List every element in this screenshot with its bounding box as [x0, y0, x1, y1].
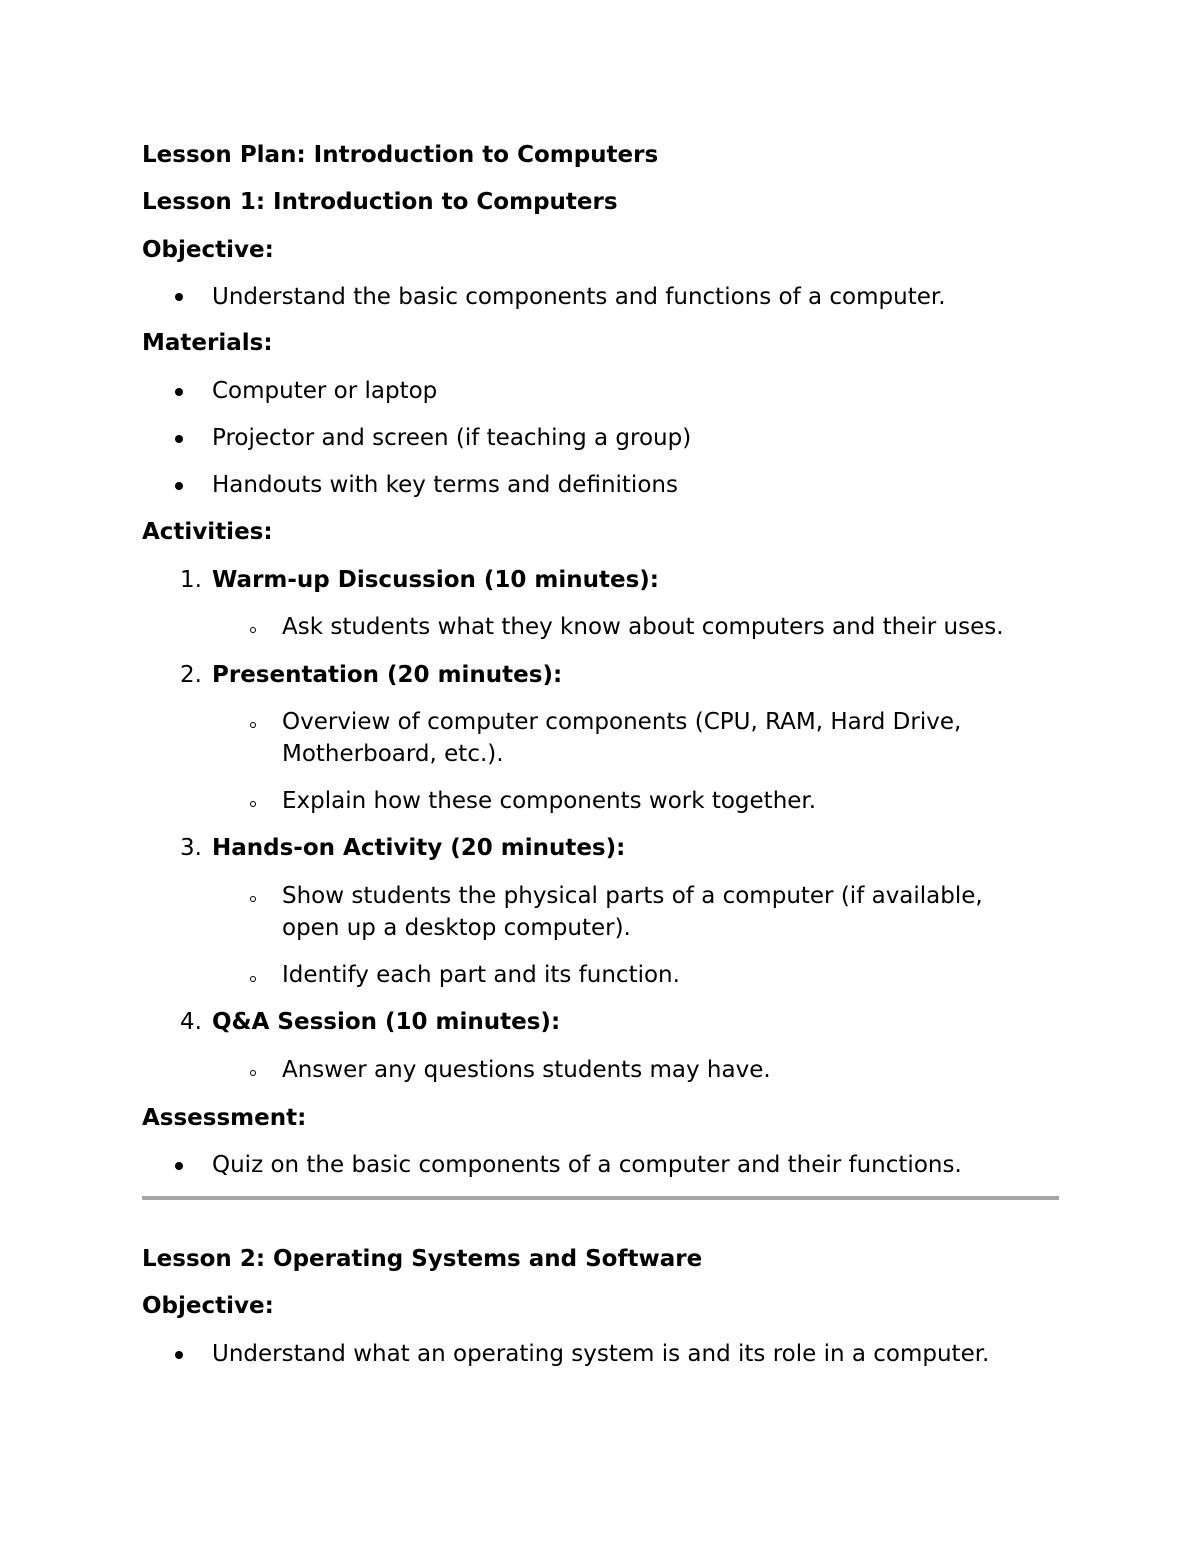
bullet-icon [175, 482, 183, 490]
activity-title: Presentation (20 minutes): [212, 662, 563, 688]
lesson2-objective-item: Understand what an operating system is and its role in a computer. [212, 1341, 990, 1367]
bullet-icon [175, 435, 183, 443]
activity-title: Hands-on Activity (20 minutes): [212, 835, 626, 861]
lesson1-objective-label: Objective: [142, 237, 274, 263]
activity-item: Answer any questions students may have. [282, 1057, 771, 1083]
lesson1-material-item: Handouts with key terms and definitions [212, 472, 678, 498]
sub-bullet-icon [250, 1070, 256, 1076]
lesson1-assessment-label: Assessment: [142, 1105, 307, 1131]
lesson1-objective-item: Understand the basic components and functions of a computer. [212, 284, 946, 310]
lesson1-material-item: Projector and screen (if teaching a group) [212, 425, 692, 451]
sub-bullet-icon [250, 627, 256, 633]
lesson1-activities-label: Activities: [142, 519, 273, 545]
document-title: Lesson Plan: Introduction to Computers [142, 142, 659, 168]
activity-number: 2. [180, 662, 202, 688]
activity-number: 3. [180, 835, 202, 861]
bullet-icon [175, 388, 183, 396]
activity-number: 1. [180, 567, 202, 593]
lesson1-material-item: Computer or laptop [212, 378, 438, 404]
activity-item: Overview of computer components (CPU, RAM, Hard Drive, [282, 709, 962, 735]
lesson1-heading: Lesson 1: Introduction to Computers [142, 189, 618, 215]
sub-bullet-icon [250, 801, 256, 807]
lesson2-objective-label: Objective: [142, 1293, 274, 1319]
activity-title: Warm-up Discussion (10 minutes): [212, 567, 660, 593]
sub-bullet-icon [250, 976, 256, 982]
bullet-icon [175, 1351, 183, 1359]
lesson1-assessment-item: Quiz on the basic components of a computer and their functions. [212, 1152, 962, 1178]
activity-item: Explain how these components work together. [282, 788, 817, 814]
activity-number: 4. [180, 1009, 202, 1035]
activity-item: Ask students what they know about computers and their uses. [282, 614, 1004, 640]
activity-item: Identify each part and its function. [282, 962, 680, 988]
section-divider [142, 1196, 1059, 1200]
activity-item-continuation: open up a desktop computer). [282, 915, 631, 941]
lesson1-materials-label: Materials: [142, 330, 273, 356]
bullet-icon [175, 293, 183, 301]
activity-item: Show students the physical parts of a computer (if available, [282, 883, 983, 909]
activity-title: Q&A Session (10 minutes): [212, 1009, 561, 1035]
sub-bullet-icon [250, 722, 256, 728]
activity-item-continuation: Motherboard, etc.). [282, 741, 504, 767]
bullet-icon [175, 1162, 183, 1170]
sub-bullet-icon [250, 896, 256, 902]
lesson2-heading: Lesson 2: Operating Systems and Software [142, 1246, 703, 1272]
